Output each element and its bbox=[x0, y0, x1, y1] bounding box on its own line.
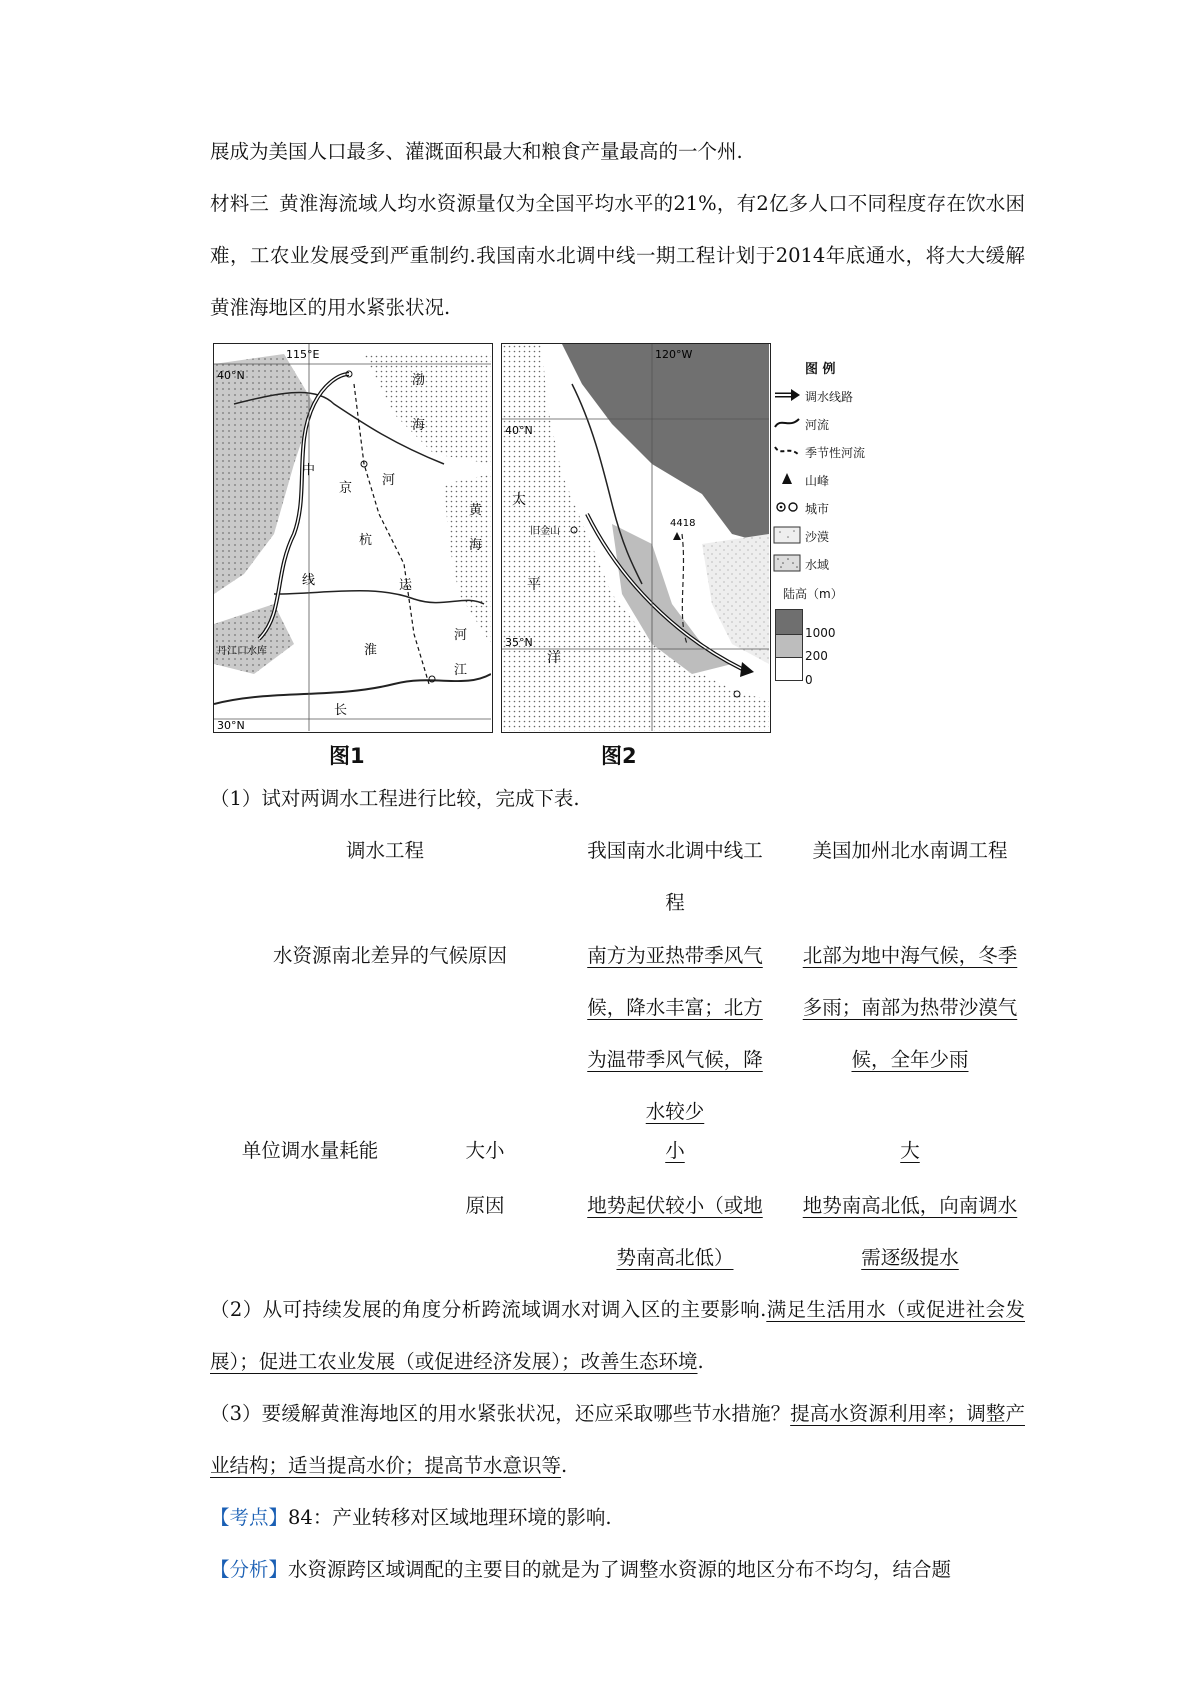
table-energy-reason-label: 原因 bbox=[465, 1194, 505, 1217]
map2-lat-bottom-label: 35°N bbox=[505, 636, 533, 649]
map1-jinghang-label-3: 运 bbox=[399, 578, 413, 593]
map1-he-label: 河 bbox=[454, 628, 468, 643]
map-figure-2 bbox=[501, 343, 771, 733]
desert-icon bbox=[773, 525, 801, 545]
table-us-reason-answer bbox=[795, 1180, 1025, 1284]
map-legend bbox=[773, 343, 903, 723]
elevation-low-swatch bbox=[775, 657, 803, 681]
question-2: （2）从可持续发展的角度分析跨流域调水对调入区的主要影响.满足生活用水（或促进社会发展）；促进工农业发展（或促进经济发展）；改善生态环境. bbox=[210, 1298, 1025, 1373]
table-china-size-answer bbox=[580, 1125, 770, 1177]
kaodian-tag: 【考点】 bbox=[210, 1506, 289, 1529]
map1-yellow-sea bbox=[444, 474, 491, 644]
china-reason-text: 地势起伏较小（或地势南高北低） bbox=[587, 1194, 763, 1269]
map2-ocean-label-1: 太 bbox=[512, 492, 526, 508]
map2-sf-label: 旧金山 bbox=[530, 526, 560, 537]
elevation-tick-1000: 1000 bbox=[805, 626, 836, 640]
question-3: （3）要缓解黄淮海地区的用水紧张状况，还应采取哪些节水措施？提高水资源利用率；调整产业结构；适当提高水价；提高节水意识等. bbox=[210, 1402, 1025, 1477]
map2-lat-top-label: 40°N bbox=[505, 424, 533, 437]
fenxi-text: 水资源跨区域调配的主要目的就是为了调整水资源的地区分布不均匀，结合题 bbox=[288, 1558, 952, 1581]
water-icon bbox=[773, 553, 801, 573]
map1-bohai-sea bbox=[364, 354, 491, 464]
map1-western-mountains bbox=[214, 354, 314, 594]
river-icon bbox=[773, 413, 801, 433]
map1-huai-label: 淮 bbox=[364, 643, 378, 658]
map-1-caption: 图1 bbox=[329, 744, 365, 768]
us-reason-text: 地势南高北低，向南调水需逐级提水 bbox=[802, 1194, 1018, 1269]
map2-desert bbox=[702, 534, 769, 664]
us-size-text: 大 bbox=[900, 1139, 920, 1162]
us-climate-text: 北部为地中海气候，冬季多雨；南部为热带沙漠气候，全年少雨 bbox=[802, 944, 1018, 1071]
map1-xian-label: 线 bbox=[302, 573, 316, 588]
legend-row bbox=[773, 469, 903, 491]
map1-bohai-label-2: 海 bbox=[412, 418, 426, 433]
material-three-paragraph bbox=[210, 178, 1025, 334]
table-head-us: 美国加州北水南调工程 bbox=[812, 839, 1008, 862]
map1-jiang-label-1: 长 bbox=[334, 703, 348, 718]
peak-icon bbox=[773, 469, 801, 489]
table-row-energy-label: 单位调水量耗能 bbox=[241, 1139, 379, 1162]
figure-maps bbox=[213, 343, 903, 773]
elevation-tick-200: 200 bbox=[805, 649, 828, 663]
table-us-size-answer bbox=[795, 1125, 1025, 1177]
legend-label-peak: 山峰 bbox=[805, 474, 830, 488]
legend-label-water: 水域 bbox=[805, 558, 830, 572]
map-2-svg bbox=[502, 344, 769, 731]
map-2-caption: 图2 bbox=[601, 744, 637, 768]
map2-route-arrow bbox=[740, 662, 754, 677]
kaodian-text: 84：产业转移对区域地理环境的影响. bbox=[288, 1506, 612, 1529]
legend-elevation-title: 陆高（m） bbox=[783, 587, 843, 601]
map-figure-1 bbox=[213, 343, 493, 733]
city-icon bbox=[773, 497, 801, 517]
legend-label-seasonal-river: 季节性河流 bbox=[805, 446, 866, 460]
legend-row bbox=[773, 497, 903, 519]
legend-label-route: 调水线路 bbox=[805, 390, 854, 404]
map2-sierra-mountains bbox=[562, 344, 769, 544]
map1-yangtze-river bbox=[214, 674, 491, 704]
map1-zhong-label: 中 bbox=[302, 463, 316, 478]
map2-lon-label: 120°W bbox=[655, 348, 693, 361]
elevation-tick-0: 0 bbox=[805, 673, 813, 687]
table-row-climate-label: 水资源南北差异的气候原因 bbox=[272, 944, 507, 967]
map1-danjiangkou-label: 丹江口水库 bbox=[217, 646, 267, 657]
legend-row bbox=[773, 553, 903, 575]
china-size-text: 小 bbox=[665, 1139, 685, 1162]
question-2-prompt: （2）从可持续发展的角度分析跨流域调水对调入区的主要影响. bbox=[210, 1298, 767, 1321]
kaodian-line bbox=[210, 1492, 1025, 1544]
question-2-answer: 满足生活用水（或促进社会发展）；促进工农业发展（或促进经济发展）；改善生态环境 bbox=[210, 1298, 1025, 1373]
intro-line: 展成为美国人口最多、灌溉面积最大和粮食产量最高的一个州. bbox=[210, 140, 743, 163]
map1-jinghang-label-1: 京 bbox=[339, 481, 353, 496]
legend-row bbox=[773, 385, 903, 407]
fenxi-tag: 【分析】 bbox=[210, 1558, 289, 1581]
map2-peak-icon bbox=[673, 532, 681, 540]
table-energy-size-label: 大小 bbox=[465, 1139, 505, 1162]
transfer-route-icon bbox=[773, 385, 801, 405]
map-1-svg bbox=[214, 344, 491, 731]
map1-huai-river bbox=[274, 591, 484, 604]
legend-label-river: 河流 bbox=[805, 418, 830, 432]
map1-jinghang-label-4: 河 bbox=[382, 473, 396, 488]
map1-lon-label: 115°E bbox=[286, 348, 320, 361]
table-us-climate-answer bbox=[795, 930, 1025, 1086]
table-china-climate-answer bbox=[580, 930, 770, 1138]
map1-jinghang-label-2: 杭 bbox=[359, 533, 373, 548]
table-head-project: 调水工程 bbox=[345, 839, 424, 862]
china-climate-text: 南方为亚热带季风气候，降水丰富；北方为温带季风气候，降水较少 bbox=[587, 944, 763, 1123]
legend-label-desert: 沙漠 bbox=[805, 530, 830, 544]
map2-peak-label: 4418 bbox=[670, 518, 696, 529]
legend-row bbox=[773, 441, 903, 463]
map1-yellow-label-1: 黄 bbox=[469, 503, 483, 518]
map1-southwest-hills bbox=[214, 604, 294, 674]
elevation-high-swatch bbox=[775, 609, 803, 635]
seasonal-river-icon bbox=[773, 441, 801, 461]
map1-lat-top-label: 40°N bbox=[217, 369, 245, 382]
question-1-prompt: （1）试对两调水工程进行比较，完成下表. bbox=[210, 787, 580, 810]
question-3-prompt: （3）要缓解黄淮海地区的用水紧张状况，还应采取哪些节水措施？ bbox=[210, 1402, 791, 1425]
legend-label-city: 城市 bbox=[805, 502, 830, 516]
map1-jiang-label-2: 江 bbox=[454, 663, 468, 678]
map1-yellow-label-2: 海 bbox=[469, 538, 483, 553]
map2-ocean-label-3: 洋 bbox=[547, 650, 561, 666]
elevation-mid-swatch bbox=[775, 634, 803, 658]
legend-row bbox=[773, 413, 903, 435]
map2-ocean-label-2: 平 bbox=[527, 577, 541, 593]
question-3-answer: 提高水资源利用率；调整产业结构；适当提高水价；提高节水意识等 bbox=[210, 1402, 1025, 1477]
legend-row bbox=[773, 525, 903, 547]
legend-title: 图 例 bbox=[805, 362, 836, 377]
fenxi-line bbox=[210, 1544, 1025, 1596]
map1-bohai-label-1: 渤 bbox=[412, 373, 426, 388]
table-head-china: 我国南水北调中线工程 bbox=[587, 839, 763, 914]
material-three-label: 材料三 bbox=[210, 192, 270, 215]
material-three-text: 黄淮海流域人均水资源量仅为全国平均水平的21%，有2亿多人口不同程度存在饮水困难，工农业发展受到严重制约.我国南水北调中线一期工程计划于2014年底通水，将大大缓解黄淮海地区的用水紧张状况. bbox=[210, 192, 1025, 319]
table-china-reason-answer bbox=[580, 1180, 770, 1284]
map1-lat-bottom-label: 30°N bbox=[217, 719, 245, 731]
